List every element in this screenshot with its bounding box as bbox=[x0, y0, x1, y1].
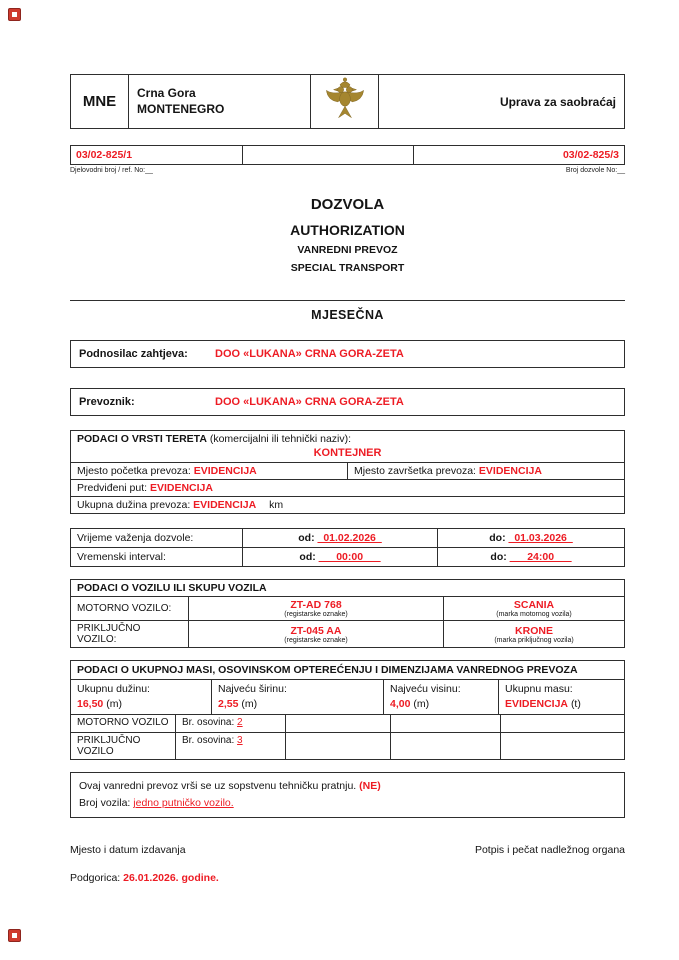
applicant-label: Podnosilac zahtjeva: bbox=[79, 348, 188, 360]
axles-label: Br. osovina: bbox=[182, 717, 235, 729]
issue-date: 26.01.2026. godine. bbox=[123, 872, 219, 885]
max-height-unit: (m) bbox=[413, 698, 430, 711]
max-width-cell bbox=[212, 680, 384, 714]
ref-captions-row bbox=[70, 167, 625, 174]
trailer-axles-value: 3 bbox=[237, 735, 243, 747]
signature-labels-row bbox=[70, 844, 625, 856]
coat-of-arms-cell bbox=[311, 75, 379, 129]
plate-caption: (registarske oznake) bbox=[284, 636, 348, 644]
cargo-section-note: (komercijalni ili tehnički naziv): bbox=[209, 433, 352, 445]
motor-axles-value: 2 bbox=[237, 717, 243, 729]
motor-axles-row bbox=[71, 715, 624, 733]
cargo-length-unit: km bbox=[269, 499, 284, 511]
do-label: do: bbox=[489, 532, 506, 544]
authority-name: Uprava za saobraćaj bbox=[379, 75, 625, 129]
cargo-length-value: EVIDENCIJA bbox=[193, 499, 257, 511]
validity-period-label: Vrijeme važenja dozvole: bbox=[71, 529, 243, 548]
period-type: MJESEČNA bbox=[311, 308, 384, 322]
vehicle-section-title: PODACI O VOZILU ILI SKUPU VOZILA bbox=[71, 580, 625, 597]
montenegro-coat-of-arms-icon bbox=[323, 76, 367, 122]
escort-vehicles-line bbox=[79, 795, 616, 812]
trailer-plate-cell bbox=[189, 621, 444, 648]
ref-caption-left: Djelovodni broj / ref. No:__ bbox=[70, 167, 153, 174]
od-label: od: bbox=[299, 551, 316, 563]
marker-icon-inner bbox=[12, 12, 17, 17]
empty-cell bbox=[501, 715, 624, 732]
marker-icon-inner bbox=[12, 933, 17, 938]
motor-brand-value: SCANIA bbox=[513, 599, 555, 611]
od-label: od: bbox=[298, 532, 315, 544]
empty-cell bbox=[286, 733, 391, 759]
cargo-start-value: EVIDENCIJA bbox=[193, 465, 257, 477]
max-width-unit: (m) bbox=[241, 698, 258, 711]
cargo-start-label: Mjesto početka prevoza: bbox=[77, 465, 191, 477]
trailer-brand-caption: (marka priključnog vozila) bbox=[494, 636, 574, 644]
applicant-value: DOO «LUKANA» CRNA GORA-ZETA bbox=[215, 348, 404, 360]
reference-numbers-table bbox=[70, 145, 625, 165]
marker-icon-top bbox=[8, 8, 21, 21]
cargo-start-cell bbox=[71, 463, 348, 480]
cargo-length-label: Ukupna dužina prevoza: bbox=[77, 499, 191, 511]
trailer-brand-cell bbox=[444, 621, 625, 648]
trailer-row-label: PRIKLJUČNO VOZILO bbox=[71, 733, 176, 759]
total-mass-value: EVIDENCIJA bbox=[505, 698, 569, 711]
trailer-axles-cell bbox=[176, 733, 286, 759]
validity-date-to-cell bbox=[438, 529, 625, 548]
signature-stamp-label: Potpis i pečat nadležnog organa bbox=[474, 844, 625, 857]
motor-brand-cell bbox=[444, 597, 625, 621]
permit-number-right: 03/02-825/3 bbox=[414, 146, 625, 165]
vehicle-section-table bbox=[70, 579, 625, 648]
plate-caption: (registarske oznake) bbox=[284, 611, 348, 618]
total-length-unit: (m) bbox=[106, 698, 122, 711]
trailer-brand-value: KRONE bbox=[515, 624, 553, 637]
total-length-cell bbox=[71, 680, 212, 714]
issue-place-date-row bbox=[70, 872, 625, 884]
ref-number-left: 03/02-825/1 bbox=[71, 146, 243, 165]
carrier-label: Prevoznik: bbox=[79, 396, 135, 408]
empty-cell bbox=[501, 733, 624, 759]
country-code: MNE bbox=[71, 75, 129, 129]
axles-label: Br. osovina: bbox=[182, 735, 235, 747]
document-content bbox=[70, 0, 625, 884]
escort-sentence-line bbox=[79, 778, 616, 795]
time-to-value: ___24:00___ bbox=[509, 551, 572, 563]
escort-box bbox=[70, 772, 625, 818]
max-width-label: Najveću širinu: bbox=[218, 683, 287, 695]
motor-brand-caption: (marka motornog vozila) bbox=[496, 611, 572, 618]
motor-row-label: MOTORNO VOZILO bbox=[71, 715, 176, 732]
total-length-label: Ukupnu dužinu: bbox=[77, 683, 150, 695]
total-length-value: 16,50 bbox=[77, 698, 104, 711]
validity-table bbox=[70, 528, 625, 567]
motor-vehicle-label: MOTORNO VOZILO: bbox=[71, 597, 189, 621]
cargo-end-value: EVIDENCIJA bbox=[478, 465, 542, 477]
trailer-axles-row bbox=[71, 733, 624, 759]
max-height-cell bbox=[384, 680, 499, 714]
total-mass-unit: (t) bbox=[570, 698, 581, 711]
total-mass-cell bbox=[499, 680, 624, 714]
empty-cell bbox=[242, 146, 414, 165]
cargo-route-cell bbox=[71, 480, 625, 497]
time-from-value: ___00:00___ bbox=[318, 551, 381, 563]
empty-cell bbox=[391, 733, 501, 759]
trailer-plate-value: ZT-045 AA bbox=[290, 624, 342, 637]
dimensions-section bbox=[70, 660, 625, 760]
title-authorization: AUTHORIZATION bbox=[290, 222, 405, 238]
trailer-vehicle-label: PRIKLJUČNO VOZILO: bbox=[71, 621, 189, 648]
escort-sentence: Ovaj vanredni prevoz vrši se uz sopstvenu tehničku pratnju. bbox=[79, 780, 357, 793]
dimensions-values-row bbox=[71, 680, 624, 715]
cargo-route-value: EVIDENCIJA bbox=[149, 482, 213, 494]
country-name-en: MONTENEGRO bbox=[137, 101, 225, 116]
date-from-value: _01.02.2026_ bbox=[317, 532, 382, 544]
issue-place-date-label: Mjesto i datum izdavanja bbox=[70, 844, 186, 857]
applicant-box bbox=[70, 340, 625, 368]
carrier-value: DOO «LUKANA» CRNA GORA-ZETA bbox=[215, 396, 404, 408]
total-mass-label: Ukupnu masu: bbox=[505, 683, 573, 695]
max-height-value: 4,00 bbox=[390, 698, 411, 711]
date-to-value: _01.03.2026_ bbox=[508, 532, 573, 544]
cargo-length-cell bbox=[71, 497, 625, 514]
cargo-route-label: Predviđeni put: bbox=[77, 482, 148, 494]
empty-cell bbox=[391, 715, 501, 732]
issue-place: Podgorica: bbox=[70, 872, 121, 885]
dimensions-section-title: PODACI O UKUPNOJ MASI, OSOVINSKOM OPTEREĆENJU I DIMENZIJAMA VANREDNOG PREVOZA bbox=[71, 661, 624, 680]
escort-answer: (NE) bbox=[359, 780, 381, 793]
country-name-local: Crna Gora bbox=[137, 85, 196, 100]
max-height-label: Najveću visinu: bbox=[390, 683, 461, 695]
cargo-section-table bbox=[70, 430, 625, 514]
cargo-name: KONTEJNER bbox=[313, 447, 382, 459]
cargo-end-label: Mjesto završetka prevoza: bbox=[354, 465, 476, 477]
empty-cell bbox=[286, 715, 391, 732]
document-titles bbox=[70, 196, 625, 274]
title-special-transport: SPECIAL TRANSPORT bbox=[290, 262, 405, 274]
escort-vehicles-value: jedno putničko vozilo. bbox=[133, 797, 234, 810]
title-vanredni-prevoz: VANREDNI PREVOZ bbox=[297, 244, 398, 256]
motor-axles-cell bbox=[176, 715, 286, 732]
validity-date-from-cell bbox=[243, 529, 438, 548]
validity-time-from-cell bbox=[243, 548, 438, 567]
motor-plate-value: ZT-AD 768 bbox=[290, 599, 342, 611]
max-width-value: 2,55 bbox=[218, 698, 239, 711]
cargo-section-title: PODACI O VRSTI TERETA bbox=[77, 433, 207, 445]
motor-plate-cell bbox=[189, 597, 444, 621]
validity-time-to-cell bbox=[438, 548, 625, 567]
title-dozvola: DOZVOLA bbox=[310, 196, 385, 213]
country-name-cell bbox=[129, 75, 311, 129]
ref-caption-right: Broj dozvole No:__ bbox=[565, 167, 625, 174]
carrier-box bbox=[70, 388, 625, 416]
marker-icon-bottom bbox=[8, 929, 21, 942]
validity-interval-label: Vremenski interval: bbox=[71, 548, 243, 567]
cargo-end-cell bbox=[348, 463, 625, 480]
header-table bbox=[70, 74, 625, 129]
cargo-header-cell bbox=[71, 431, 625, 463]
escort-vehicles-label: Broj vozila: bbox=[79, 797, 131, 810]
do-label: do: bbox=[490, 551, 507, 563]
divider-line bbox=[70, 300, 625, 301]
